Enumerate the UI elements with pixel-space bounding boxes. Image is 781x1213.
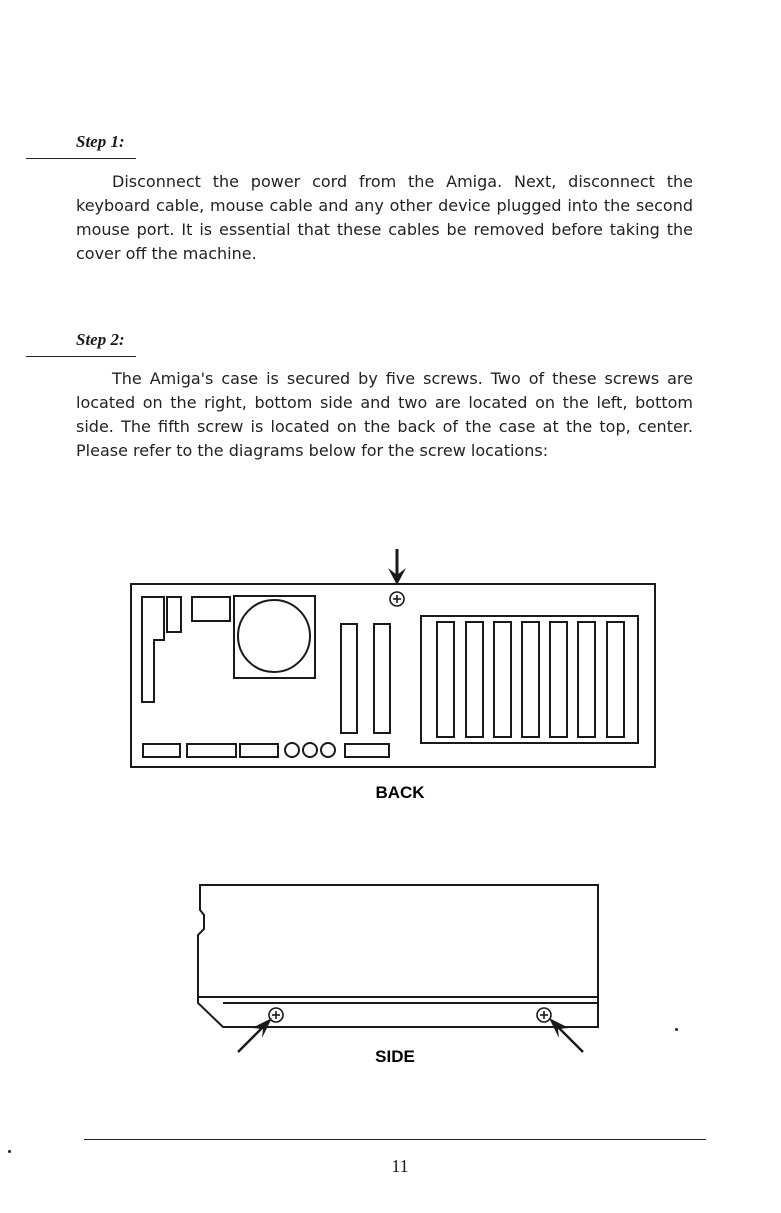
expansion-slot-3 [494, 622, 511, 737]
round-port-2 [303, 743, 317, 757]
expansion-slot-4 [522, 622, 539, 737]
back-label: BACK [375, 783, 425, 802]
fan-housing [234, 596, 315, 678]
expansion-slot-7 [607, 622, 624, 737]
side-case-outline [198, 885, 598, 1027]
step-1-heading: Step 1: [76, 132, 125, 151]
step-2-heading: Step 2: [76, 330, 125, 349]
port-connector-4 [345, 744, 389, 757]
step-2-text: The Amiga's case is secured by five screws. Two of these screws are located on the right, bottom side and two are located on the left, bottom side. The fifth screw is located on the back of the case at the top, center. Please refer to the diagrams below for the screw locations: [76, 369, 693, 460]
expansion-slot-1 [437, 622, 454, 737]
side-diagram [198, 885, 598, 1027]
round-port-3 [321, 743, 335, 757]
side-arrow-left-icon [238, 1018, 272, 1052]
back-screw-icon [390, 592, 404, 606]
port-connector-1 [143, 744, 180, 757]
side-label: SIDE [375, 1047, 415, 1066]
side-arrow-right-icon [549, 1018, 583, 1052]
page-number: 11 [391, 1156, 409, 1176]
expansion-slot-2 [466, 622, 483, 737]
expansion-slot-6 [578, 622, 595, 737]
scan-speck [8, 1150, 11, 1153]
back-case-outline [131, 584, 655, 767]
middle-slot-1 [341, 624, 357, 733]
port-connector-2 [187, 744, 236, 757]
scan-speck [675, 1028, 678, 1031]
footer-rule [84, 1139, 706, 1140]
fan-circle [238, 600, 310, 672]
step-1-text: Disconnect the power cord from the Amiga. Next, disconnect the keyboard cable, mouse cable and any other device plugged into the second mouse port. It is essential that these cables be removed before taking the cover off the machine. [76, 172, 693, 263]
side-screw-left-icon [269, 1008, 283, 1022]
side-screw-right-icon [537, 1008, 551, 1022]
expansion-slot-5 [550, 622, 567, 737]
port-connector-3 [240, 744, 278, 757]
middle-slot-2 [374, 624, 390, 733]
round-port-1 [285, 743, 299, 757]
left-tall-slot [142, 597, 164, 702]
left-slot-2 [167, 597, 181, 632]
left-small-box [192, 597, 230, 621]
back-arrow-icon [388, 549, 406, 585]
